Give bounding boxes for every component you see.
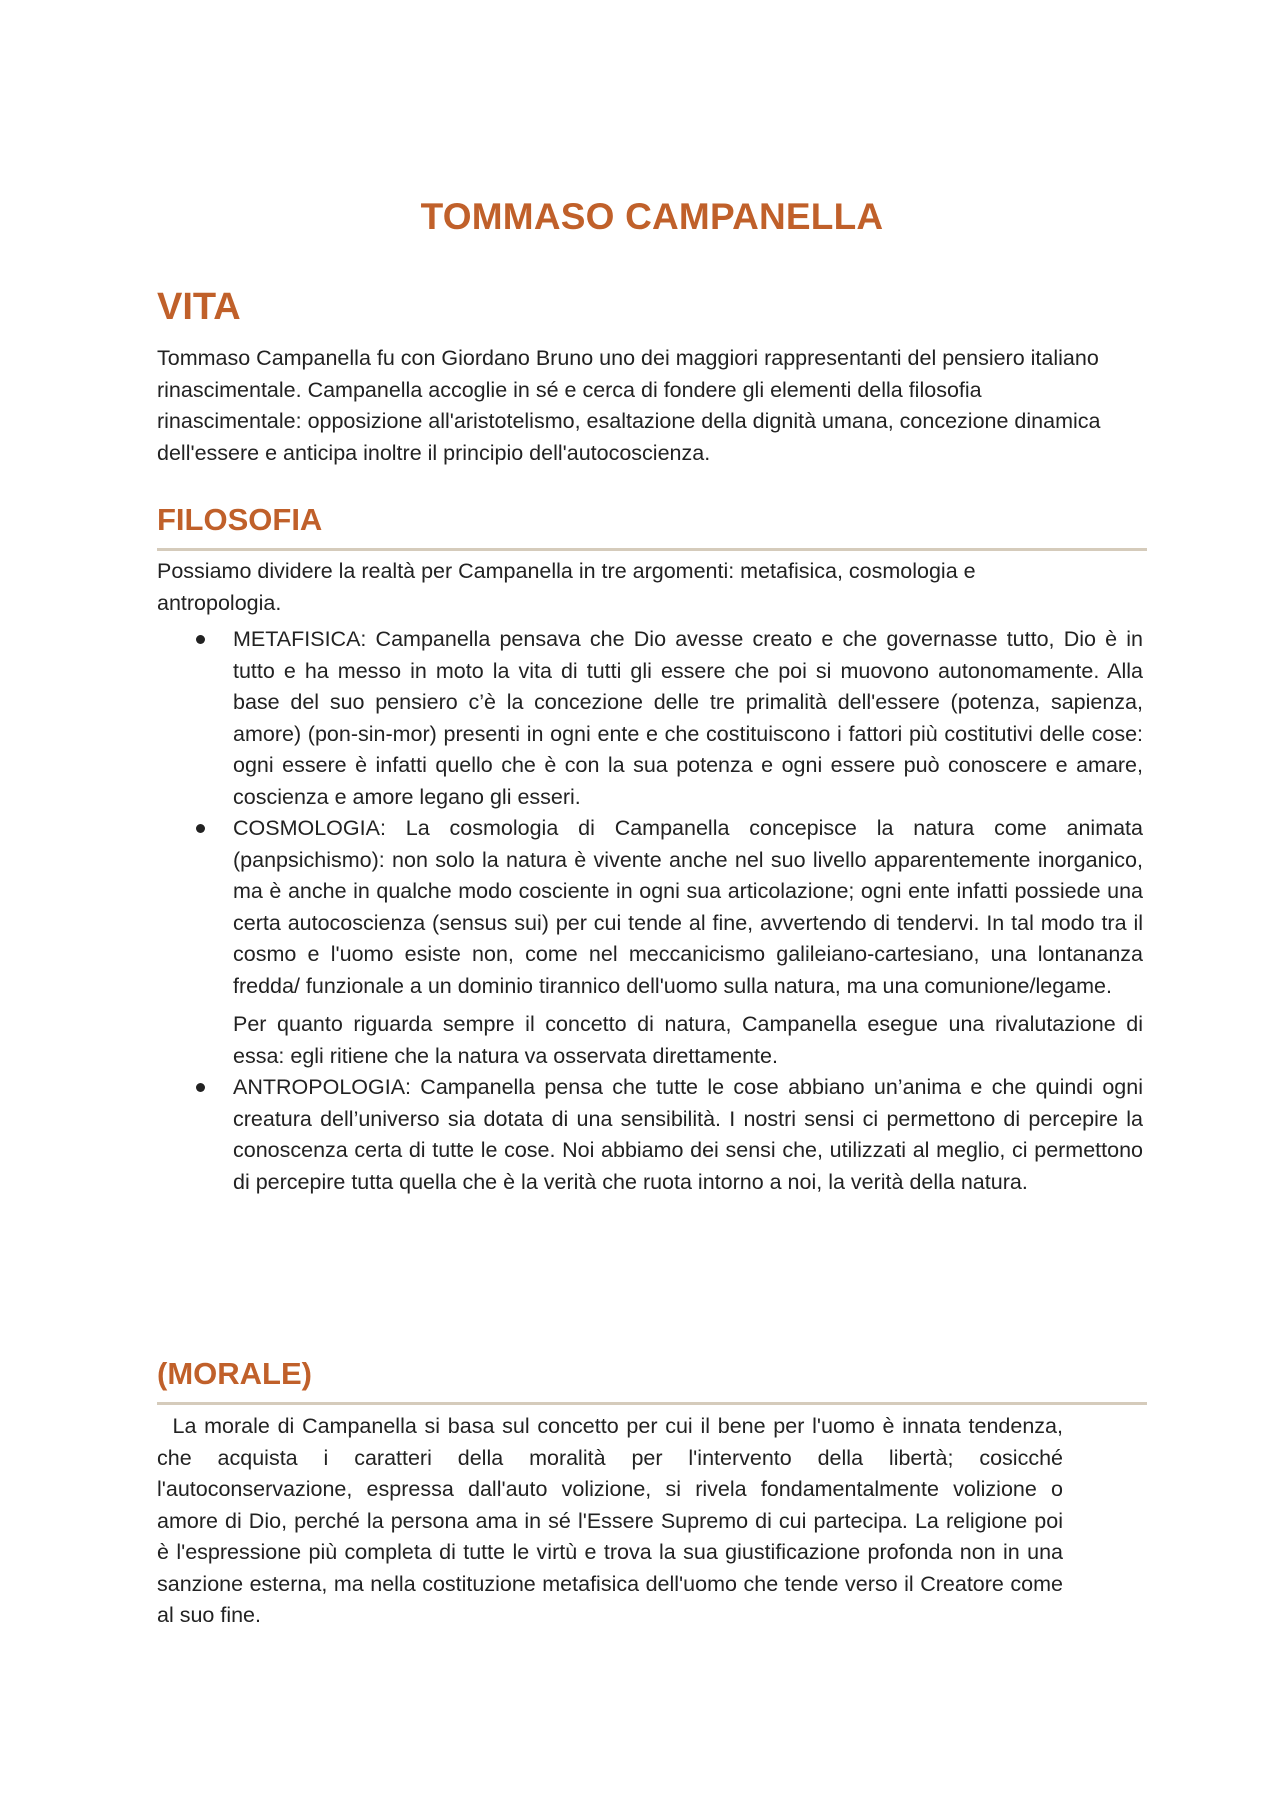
section-divider [157,1402,1147,1405]
page-title: TOMMASO CAMPANELLA [420,196,884,237]
list-item-cosmologia [233,813,1143,1072]
list-item-text: METAFISICA: Campanella pensava che Dio avesse creato e che governasse tutto, Dio è in tutto e ha messo in moto la vita di tutti gli essere che poi si muovono autonomamente. Alla base del suo pensiero c’è la concezione delle tre primalità dell'essere (potenza, sapienza, amore) (pon-sin-mor) presenti in ogni ente e che costituiscono i fattori più costitutivi delle cose: ogni essere è infatti quello che è con la sua potenza e ogni essere può conoscere e amare, coscienza e amore legano gli esseri. [233,627,1143,809]
list-item-text: ANTROPOLOGIA: Campanella pensa che tutte le cose abbiano un’anima e che quindi ogni creatura dell’universo sia dotata di una sensibilità. I nostri sensi ci permettono di percepire la conoscenza certa di tutte le cose. Noi abbiamo dei sensi che, utilizzati al meglio, ci permettono di percepire tutta quella che è la verità che ruota intorno a noi, la verità della natura. [233,1075,1143,1194]
section-heading-filosofia: FILOSOFIA [157,502,323,537]
bullet-icon [196,824,205,833]
bullet-icon [196,635,205,644]
morale-paragraph: La morale di Campanella si basa sul concetto per cui il bene per l'uomo è innata tendenza, che acquista i caratteri della moralità per l'intervento della libertà; cosicché l'autoconservazione, espressa dall'auto volizione, si rivela fondamentalmente volizione o amore di Dio, perché la persona ama in sé l'Essere Supremo di cui partecipa. La religione poi è l'espressione più completa di tutte le virtù e trova la sua giustificazione profonda non in una sanzione esterna, ma nella costituzione metafisica dell'uomo che tende verso il Creatore come al suo fine. [157,1414,1069,1627]
section-divider [157,548,1147,551]
list-item-antropologia [233,1072,1143,1198]
filosofia-list [233,624,1219,1198]
list-item-text: COSMOLOGIA: La cosmologia di Campanella concepisce la natura come animata (panpsichismo): non solo la natura è vivente anche nel suo livello apparentemente inorganico, ma è anche in qualche modo cosciente in ogni sua articolazione; ogni ente infatti possiede una certa autocoscienza (sensus sui) per cui tende al fine, avvertendo di tendervi. In tal modo tra il cosmo e l'uomo esiste non, come nel meccanicismo galileiano-cartesiano, una lontananza fredda/ funzionale a un dominio tirannico dell'uomo sulla natura, ma una comunione/legame. [233,816,1143,998]
list-item-extra: Per quanto riguarda sempre il concetto di natura, Campanella esegue una rivalutazione di essa: egli ritiene che la natura va osservata direttamente. [233,1012,1143,1068]
vita-paragraph: Tommaso Campanella fu con Giordano Bruno uno dei maggiori rappresentanti del pensiero italiano rinascimentale. Campanella accoglie in sé e cerca di fondere gli elementi della filosofia rinascimentale: opposizione all'aristotelismo, esaltazione della dignità umana, concezione dinamica dell'essere e anticipa inoltre il principio dell'autocoscienza. [157,346,1101,465]
bullet-icon [196,1083,205,1092]
section-heading-vita: VITA [157,286,241,328]
section-heading-morale: (MORALE) [157,1356,312,1391]
list-item-metafisica [233,624,1143,813]
filosofia-intro: Possiamo dividere la realtà per Campanella in tre argomenti: metafisica, cosmologia e antropologia. [157,559,976,615]
